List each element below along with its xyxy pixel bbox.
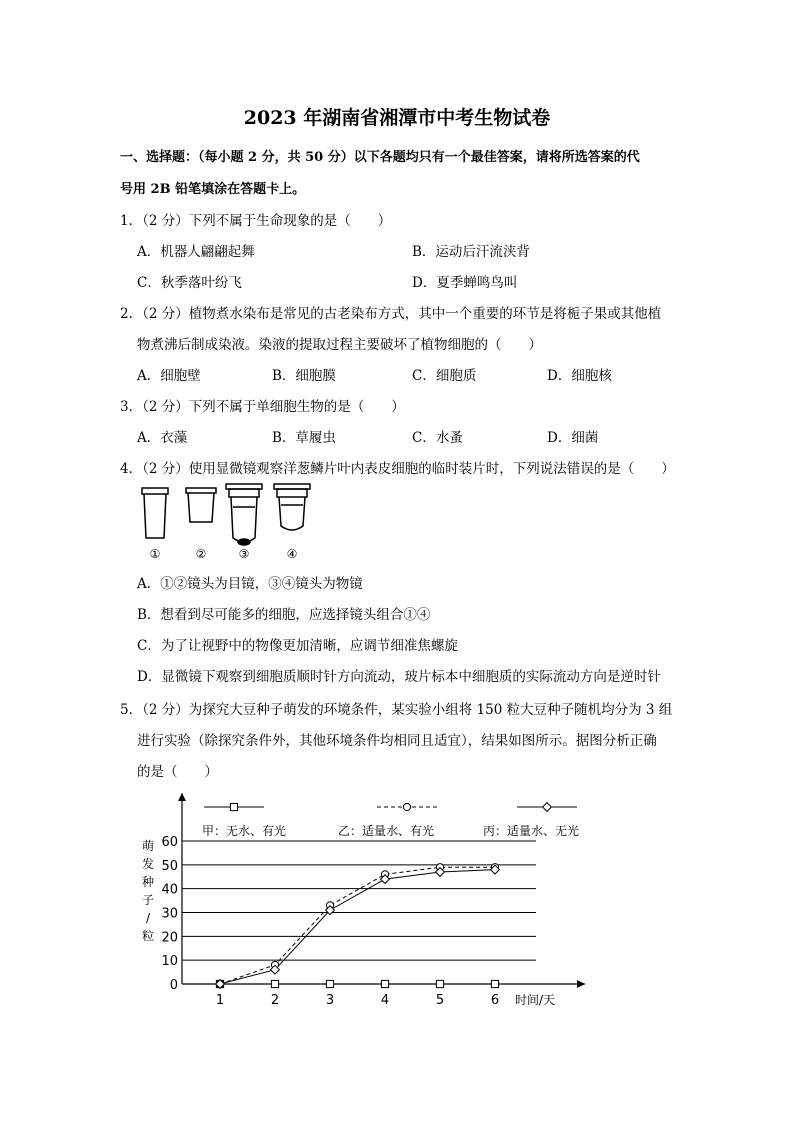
question-2-option-c: C．细胞质 [412,368,477,384]
lens-1-label: ① [149,547,161,561]
lens-1-icon [142,488,168,538]
x-tick-label-6: 6 [490,993,500,1008]
question-2-stem-line1: 2．（2 分）植物煮水染布是常见的古老染布方式，其中一个重要的环节是将栀子果或其他植 [120,306,662,322]
question-4-stem: 4．（2 分）使用显微镜观察洋葱鳞片叶内表皮细胞的临时装片时，下列说法错误的是（ ） [120,461,675,477]
microscope-lens-figure [130,480,320,564]
question-1-stem: 1．（2 分）下列不属于生命现象的是（ ） [120,213,392,229]
y-tick-label-40: 40 [161,882,178,898]
legend-label-0: 甲：无水、有光 [202,824,287,838]
lens-2-icon [186,488,216,522]
series-0-point-2 [326,980,333,987]
y-axis-label-char-5: 粒 [141,929,155,943]
legend-label-1: 乙：适量水、有光 [338,824,435,838]
question-5-stem-line1: 5．（2 分）为探究大豆种子萌发的环境条件，某实验小组将 150 粒大豆种子随机均分为 3 组 [120,702,673,718]
y-tick-label-0: 0 [169,978,178,993]
x-tick-label-5: 5 [435,993,445,1008]
question-3-option-d: D．细菌 [547,430,599,446]
lens-4-icon [274,484,310,530]
legend-marker-1 [403,803,410,810]
legend-label-2: 丙：适量水、无光 [483,824,580,838]
germination-line-chart [130,785,600,1010]
question-3-option-b: B．草履虫 [272,430,336,446]
lens-3-icon [226,484,262,545]
y-tick-label-10: 10 [161,954,178,970]
question-3-stem: 3．（2 分）下列不属于单细胞生物的是（ ） [120,399,405,415]
x-tick-label-4: 4 [380,993,390,1008]
y-tick-label-50: 50 [161,858,178,874]
question-3-option-a: A．衣藻 [137,430,188,446]
x-axis-label: 时间/天 [515,993,556,1007]
question-1-option-b: B．运动后汗流浃背 [412,244,530,260]
question-1-option-c: C．秋季落叶纷飞 [137,275,242,291]
series-0-point-5 [491,980,498,987]
lens-4-label: ④ [286,547,298,561]
question-5-stem-line2: 进行实验（除探究条件外，其他环境条件均相同且适宜），结果如图所示。据图分析正确 [137,733,657,749]
y-axis-arrow [178,793,186,801]
question-1-option-d: D．夏季蝉鸣鸟叫 [412,275,518,291]
y-axis-label-char-2: 种 [141,875,155,889]
y-axis-label-char-1: 发 [141,857,155,871]
question-2-stem-line2: 物煮沸后制成染液。染液的提取过程主要破坏了植物细胞的（ ） [137,337,542,353]
series-0-point-1 [271,980,278,987]
lens-3-label: ③ [238,547,250,561]
legend-marker-2 [543,803,552,812]
question-2-option-b: B．细胞膜 [272,368,336,384]
series-line-2 [220,870,495,984]
y-tick-label-30: 30 [161,906,178,922]
section-heading-line2: 号用 2B 铅笔填涂在答题卡上。 [120,182,306,197]
question-1-option-a: A．机器人翩翩起舞 [137,244,255,260]
y-axis-label-char-0: 萌 [141,839,155,853]
y-tick-label-60: 60 [161,835,178,850]
question-3-option-c: C．水蚤 [412,430,463,446]
section-heading-line1: 一、选择题：（每小题 2 分，共 50 分）以下各题均只有一个最佳答案，请将所选答案的代 [120,150,640,165]
question-4-option-a: A．①②镜头为目镜，③④镜头为物镜 [137,576,363,592]
y-axis-label-char-3: 子 [141,893,155,907]
series-0-point-4 [436,980,443,987]
x-tick-label-3: 3 [325,993,335,1008]
question-4-option-c: C．为了让视野中的物像更加清晰，应调节细准焦螺旋 [137,638,458,654]
y-axis-label-char-4: / [145,911,151,925]
y-tick-label-20: 20 [161,930,178,946]
question-2-option-a: A．细胞壁 [137,368,201,384]
series-line-1 [220,867,495,984]
x-tick-label-1: 1 [215,993,225,1008]
x-axis-arrow [577,980,585,988]
question-2-option-d: D．细胞核 [547,368,612,384]
lens-2-label: ② [195,547,207,561]
legend-marker-0 [230,803,237,810]
page-title: 2023 年湖南省湘潭市中考生物试卷 [243,107,551,129]
x-tick-label-2: 2 [270,993,280,1008]
question-4-option-b: B．想看到尽可能多的细胞，应选择镜头组合①④ [137,607,431,623]
question-4-option-d: D．显微镜下观察到细胞质顺时针方向流动，玻片标本中细胞质的实际流动方向是逆时针 [137,669,661,685]
series-0-point-3 [381,980,388,987]
question-5-stem-line3: 的是（ ） [137,764,218,780]
